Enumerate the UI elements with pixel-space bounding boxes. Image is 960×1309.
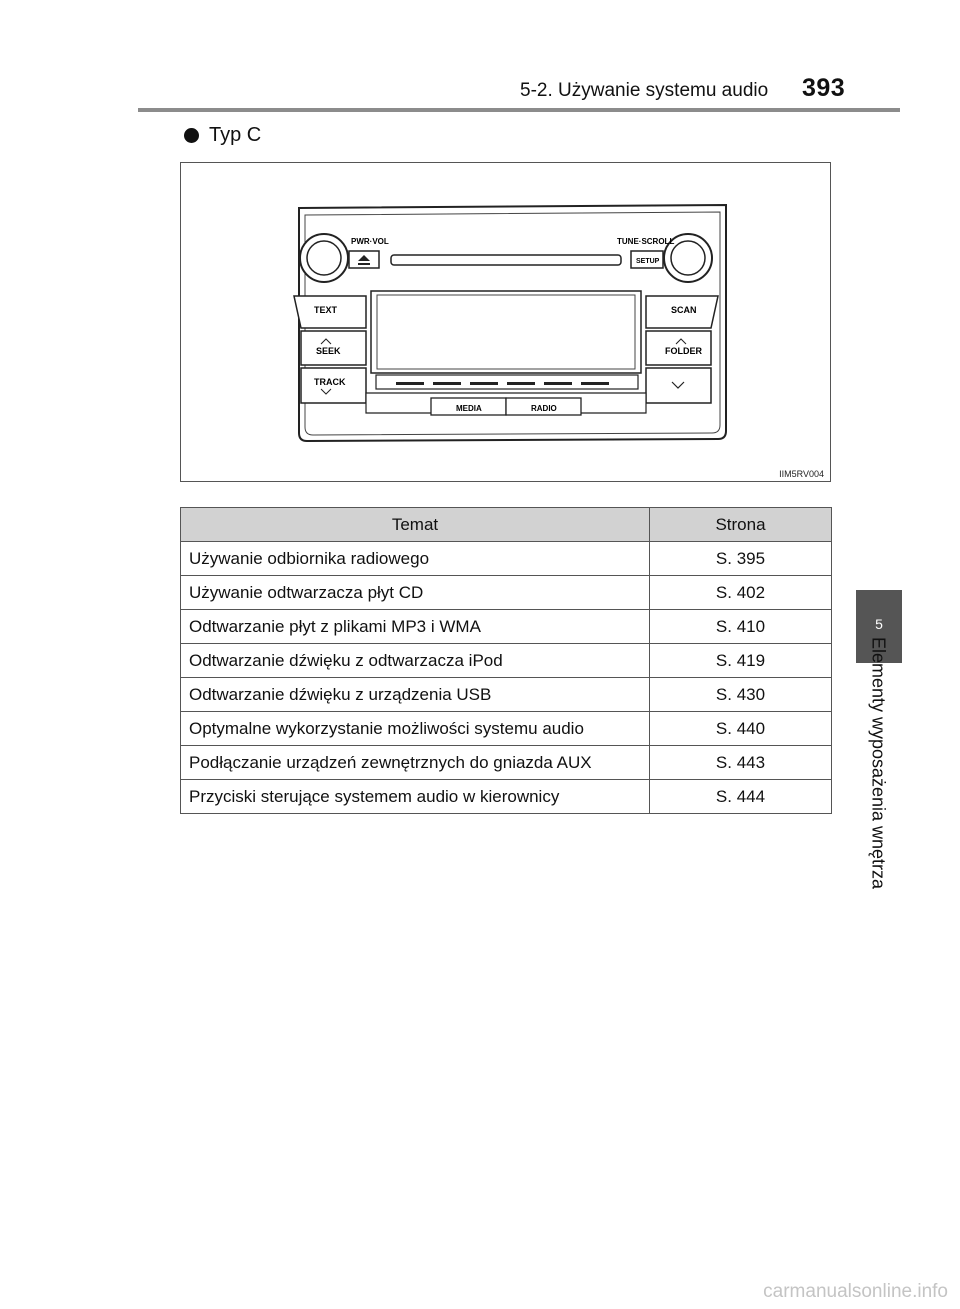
table-header-row (181, 508, 832, 542)
chapter-tab: 5 (856, 590, 902, 663)
table-row (181, 678, 832, 712)
row-page: S. 440 (650, 712, 832, 746)
track-button-label: TRACK (314, 377, 346, 387)
bullet-icon (184, 128, 199, 143)
tune-scroll-label: TUNE·SCROLL (617, 237, 675, 246)
reference-table (180, 507, 832, 814)
row-topic: Odtwarzanie płyt z plikami MP3 i WMA (181, 610, 650, 644)
audio-unit-drawing (181, 163, 832, 483)
row-page: S. 402 (650, 576, 832, 610)
chapter-side-label: Elementy wyposażenia wnętrza (868, 636, 889, 890)
setup-button[interactable] (631, 251, 663, 268)
media-label: MEDIA (456, 404, 482, 413)
column-header-topic: Temat (181, 508, 650, 542)
eject-button[interactable] (349, 251, 379, 268)
preset-buttons[interactable] (376, 375, 638, 389)
text-button-label: TEXT (314, 305, 338, 315)
row-page: S. 410 (650, 610, 832, 644)
header-title: 5-2. Używanie systemu audio (520, 80, 769, 101)
row-page: S. 430 (650, 678, 832, 712)
row-page: S. 444 (650, 780, 832, 814)
section-heading-text: Typ C (209, 124, 262, 146)
pwr-vol-knob-icon (300, 234, 348, 282)
row-page: S. 443 (650, 746, 832, 780)
figure-code: IIM5RV004 (779, 469, 824, 479)
radio-button[interactable] (506, 398, 581, 415)
row-page: S. 395 (650, 542, 832, 576)
row-topic: Przyciski sterujące systemem audio w kierownicy (181, 780, 650, 814)
row-topic: Używanie odtwarzacza płyt CD (181, 576, 650, 610)
row-topic: Używanie odbiornika radiowego (181, 542, 650, 576)
row-topic: Podłączanie urządzeń zewnętrznych do gniazda AUX (181, 746, 650, 780)
folder-button-label: FOLDER (665, 346, 702, 356)
scan-button-label: SCAN (671, 305, 697, 315)
row-topic: Optymalne wykorzystanie możliwości systemu audio (181, 712, 650, 746)
page-number: 393 (802, 74, 846, 102)
table-row (181, 780, 832, 814)
header-rule (138, 108, 900, 112)
row-topic: Odtwarzanie dźwięku z odtwarzacza iPod (181, 644, 650, 678)
audio-unit-figure (180, 162, 831, 482)
table-row (181, 644, 832, 678)
radio-label: RADIO (531, 404, 557, 413)
row-page: S. 419 (650, 644, 832, 678)
table-row (181, 746, 832, 780)
seek-button-label: SEEK (316, 346, 341, 356)
table-row (181, 542, 832, 576)
table-row (181, 610, 832, 644)
pwr-vol-label: PWR·VOL (351, 237, 389, 246)
table-row (181, 576, 832, 610)
section-heading (184, 124, 261, 147)
row-topic: Odtwarzanie dźwięku z urządzenia USB (181, 678, 650, 712)
setup-label: SETUP (636, 258, 660, 265)
table-row (181, 712, 832, 746)
watermark: carmanualsonline.info (763, 1281, 948, 1302)
cd-slot (391, 255, 621, 265)
media-button[interactable] (431, 398, 506, 415)
column-header-page: Strona (650, 508, 832, 542)
